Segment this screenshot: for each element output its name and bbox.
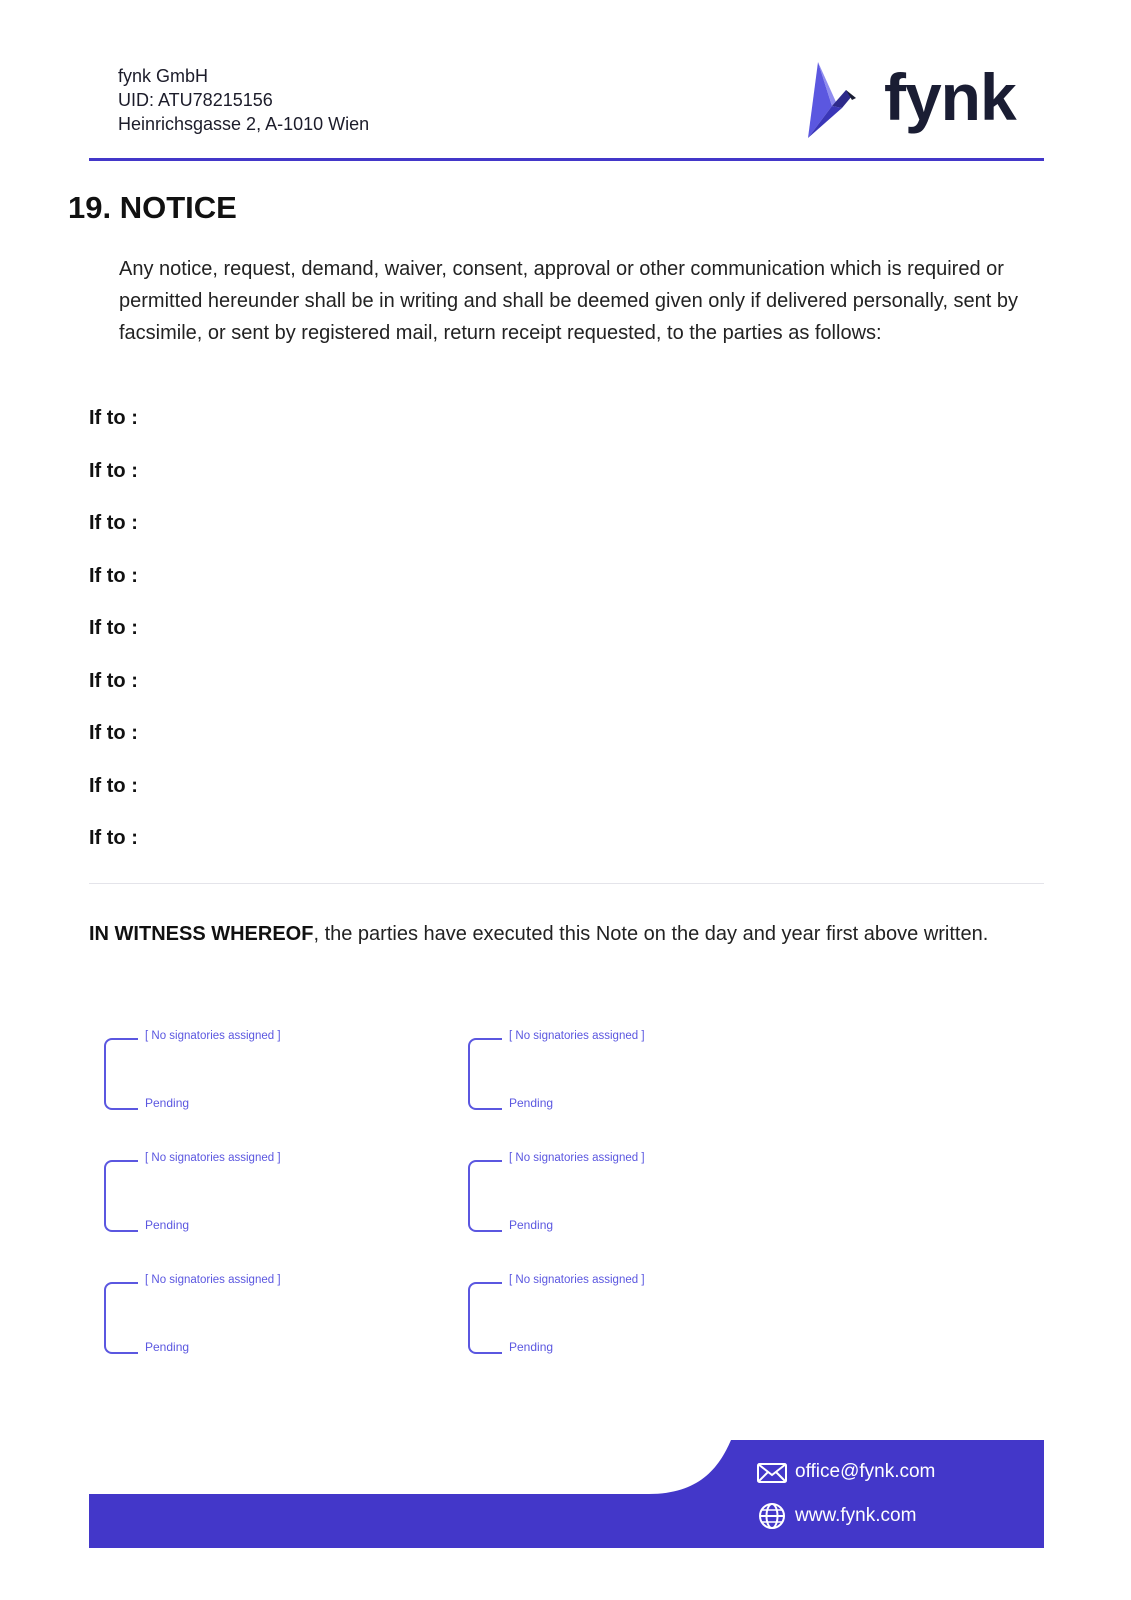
notice-item: If to :: [89, 669, 138, 692]
witness-clause: [89, 918, 1029, 950]
notice-item: If to :: [89, 459, 138, 482]
signature-bracket: [468, 1038, 502, 1110]
signatory-label: [ No signatories assigned ]: [509, 1274, 645, 1286]
signature-field[interactable]: [468, 1274, 668, 1354]
signature-bracket: [104, 1038, 138, 1110]
logo-wordmark: fynk: [884, 60, 1016, 134]
witness-text: , the parties have executed this Note on the day and year first above written.: [313, 923, 989, 945]
company-uid: UID: ATU78215156: [118, 90, 273, 110]
signature-status: Pending: [145, 1340, 190, 1354]
section-divider: [89, 883, 1044, 884]
header-divider: [89, 158, 1044, 161]
signature-status: Pending: [509, 1096, 554, 1110]
signature-bracket: [468, 1160, 502, 1232]
signature-bracket: [468, 1282, 502, 1354]
signature-status: Pending: [509, 1340, 554, 1354]
notice-item: If to :: [89, 774, 138, 797]
witness-bold: IN WITNESS WHEREOF: [89, 923, 314, 945]
footer-background: [89, 1440, 1044, 1548]
signature-bracket: [104, 1282, 138, 1354]
signature-field[interactable]: [104, 1274, 304, 1354]
company-info: [118, 64, 369, 136]
signature-bracket: [104, 1160, 138, 1232]
notice-item: If to :: [89, 617, 138, 639]
signature-field[interactable]: [104, 1152, 304, 1232]
bird-logo-icon: [806, 62, 872, 142]
signatory-label: [ No signatories assigned ]: [509, 1152, 645, 1164]
notice-item: If to :: [89, 827, 138, 849]
signature-field[interactable]: [468, 1152, 668, 1232]
fynk-logo: [806, 62, 1016, 144]
signature-status: Pending: [509, 1218, 554, 1232]
signatory-label: [ No signatories assigned ]: [145, 1152, 281, 1164]
signature-status: Pending: [145, 1218, 190, 1232]
notice-item: If to :: [89, 722, 138, 744]
notice-paragraph: Any notice, request, demand, waiver, consent, approval or other communication which is required or permitted hereunder shall be in writing and shall be deemed given only if delivered personally, sent by facsimile, or sent by registered mail, return receipt requested, to the parties as follows:: [119, 258, 1019, 344]
notice-item: If to :: [89, 407, 138, 429]
signature-field[interactable]: [468, 1030, 668, 1110]
signatory-label: [ No signatories assigned ]: [145, 1030, 281, 1042]
website-text: www.fynk.com: [795, 1505, 917, 1526]
globe-icon: [757, 1502, 787, 1530]
notice-list: [89, 402, 138, 875]
signatory-label: [ No signatories assigned ]: [509, 1030, 645, 1042]
signature-field[interactable]: [104, 1030, 304, 1110]
company-name: fynk GmbH: [118, 66, 209, 86]
notice-item: If to :: [89, 564, 138, 587]
signatory-label: [ No signatories assigned ]: [145, 1274, 281, 1286]
signature-status: Pending: [145, 1096, 190, 1110]
company-address: Heinrichsgasse 2, A-1010 Wien: [118, 114, 370, 134]
notice-item: If to :: [89, 512, 138, 534]
mail-icon: [757, 1458, 787, 1486]
footer-band: [89, 1440, 1044, 1548]
email-text: office@fynk.com: [795, 1461, 936, 1482]
section-title: 19. NOTICE: [68, 190, 237, 225]
